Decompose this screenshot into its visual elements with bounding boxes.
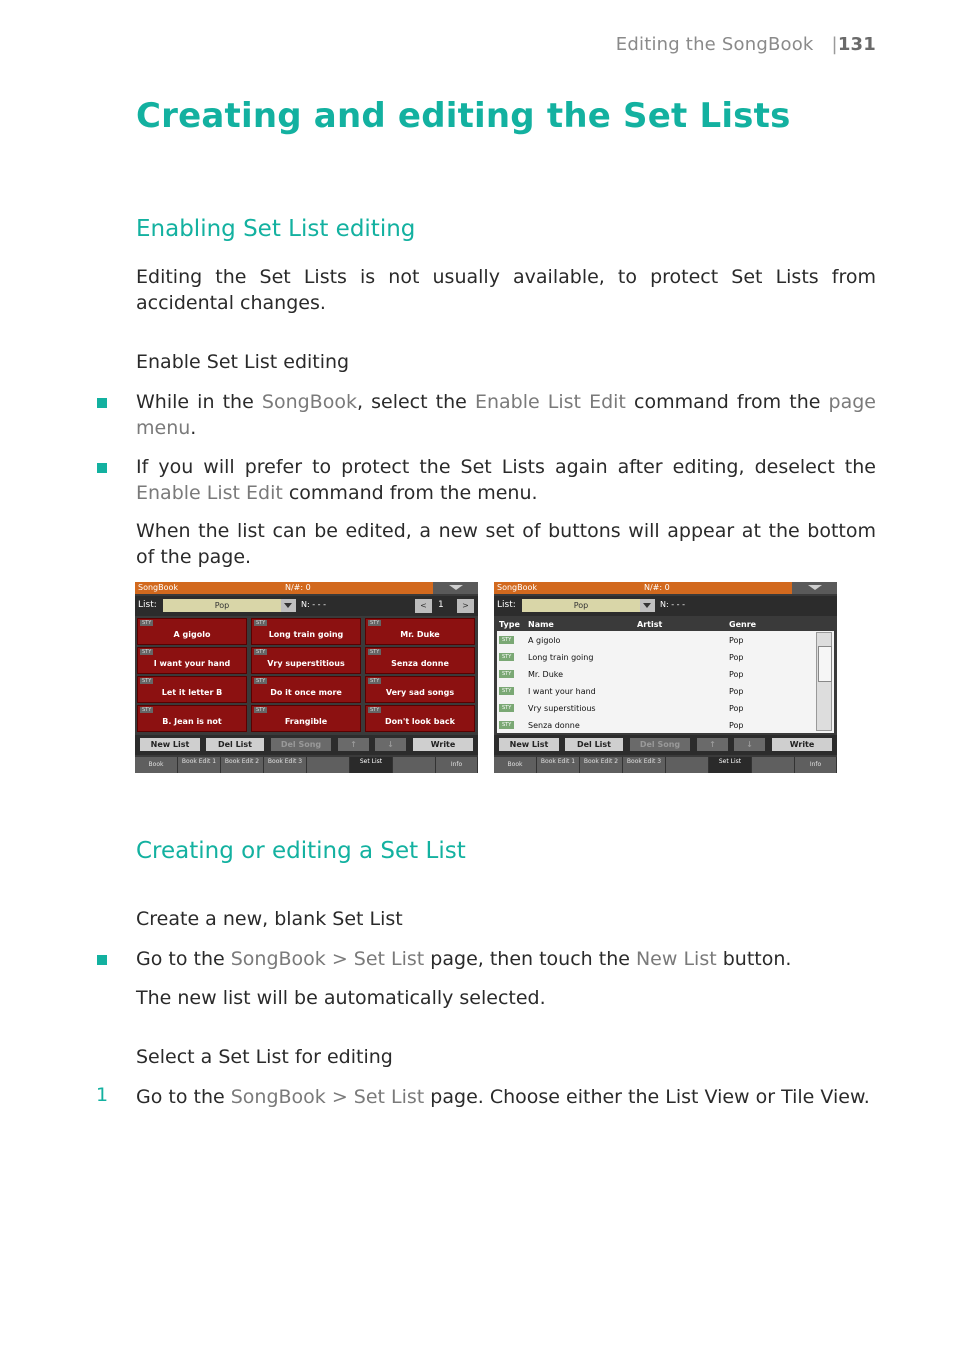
tab-info[interactable]: Info [436,757,478,773]
song-genre: Pop [729,687,744,696]
style-badge: STY [499,721,514,729]
tab-bar [135,757,478,773]
screen-titlebar [135,582,478,594]
scrollbar[interactable] [816,632,832,731]
text: Go to the [136,948,231,970]
scrollbar-thumb[interactable] [818,646,832,682]
song-tile[interactable] [365,676,475,703]
tile-label: A gigolo [173,630,211,639]
song-genre: Pop [729,670,744,679]
column-genre: Genre [729,620,757,629]
table-row[interactable] [497,683,815,700]
text: button. [716,948,792,970]
tile-label: Let it letter B [161,688,223,697]
bullet-item-new-list [136,946,876,972]
song-tile[interactable] [251,647,361,674]
list-selector-row [494,596,837,616]
table-row[interactable] [497,632,815,649]
style-badge: STY [142,620,152,626]
page-title: Creating and editing the Set Lists [136,96,791,136]
screenshot-tile-view [135,582,478,773]
song-name: I want your hand [528,687,596,696]
bullet-marker [97,463,107,473]
write-button[interactable]: Write [772,738,832,751]
next-page-button[interactable]: > [457,599,474,613]
tab-book-edit-2[interactable]: Book Edit 2 [221,757,264,773]
style-badge: STY [499,653,514,661]
tile-label: Don't look back [385,717,455,726]
table-row[interactable] [497,649,815,666]
ui-ref-enable-list-edit: Enable List Edit [474,391,626,413]
list-selector-row [135,596,478,616]
song-name: A gigolo [528,636,561,645]
song-list-view [497,619,834,733]
style-badge: STY [499,704,514,712]
song-tile[interactable] [137,618,247,645]
prev-page-button[interactable]: < [415,599,432,613]
list-header [497,619,834,631]
section-heading-enabling: Enabling Set List editing [136,216,416,242]
screen-app-name: SongBook [138,583,179,592]
table-row[interactable] [497,700,815,717]
tab-book[interactable]: Book [494,757,537,773]
list-select[interactable]: Pop [163,599,281,612]
tile-label: I want your hand [153,659,231,668]
list-select[interactable]: Pop [522,599,640,612]
table-row[interactable] [497,717,815,734]
style-badge: STY [499,687,514,695]
subheading-enable: Enable Set List editing [136,351,350,373]
style-badge: STY [370,620,380,626]
subheading-create-new: Create a new, blank Set List [136,908,403,930]
tile-label: Vry superstitious [267,659,345,668]
song-tile[interactable] [365,618,475,645]
list-count: N: - - - [660,600,685,609]
style-badge: STY [256,707,266,713]
new-list-button[interactable]: New List [499,738,559,751]
song-tile[interactable] [251,618,361,645]
edit-button-row [494,735,837,755]
song-name: Vry superstitious [528,704,596,713]
page-menu-icon[interactable] [433,582,478,594]
screen-titlebar [494,582,837,594]
tab-bar [494,757,837,773]
step-number: 1 [96,1084,109,1106]
tab-book-edit-1[interactable]: Book Edit 1 [178,757,221,773]
song-tile[interactable] [251,676,361,703]
tab-book-edit-2[interactable]: Book Edit 2 [580,757,623,773]
ui-ref-new-list: New List [635,948,717,970]
list-label: List: [497,600,516,610]
text: Go to the [136,1086,231,1108]
column-artist: Artist [637,620,663,629]
note-auto-selected: The new list will be automatically selected. [136,987,546,1009]
write-button[interactable]: Write [413,738,473,751]
song-tile[interactable] [365,705,475,732]
tab-empty [666,757,709,773]
del-list-button[interactable]: Del List [206,738,264,751]
bullet-marker [97,398,107,408]
step-1 [136,1084,896,1110]
edit-button-row [135,735,478,755]
tab-empty [307,757,350,773]
tile-label: Do it once more [270,688,342,697]
page-number: 131 [837,34,876,55]
tile-label: Senza donne [391,659,449,668]
tab-book[interactable]: Book [135,757,178,773]
move-down-button[interactable]: ↓ [375,738,406,751]
tile-label: B. Jean is not [162,717,222,726]
column-name: Name [528,620,554,629]
tile-label: Frangible [284,717,328,726]
tile-label: Mr. Duke [400,630,440,639]
note-paragraph: When the list can be edited, a new set of buttons will appear at the bottom of the page. [136,520,876,568]
tab-book-edit-3[interactable]: Book Edit 3 [264,757,307,773]
style-badge: STY [370,707,380,713]
style-badge: STY [499,670,514,678]
text: page, then touch the [424,948,636,970]
ui-ref-songbook: SongBook [261,391,357,413]
tab-set-list[interactable]: Set List [350,757,393,773]
ui-ref-page-menu: page menu [136,391,876,439]
del-song-button[interactable]: Del Song [271,738,331,751]
tile-label: Very sad songs [385,688,455,697]
header-separator: | [831,34,838,55]
song-genre: Pop [729,704,744,713]
song-genre: Pop [729,653,744,662]
chevron-down-icon[interactable] [281,599,296,612]
column-type: Type [499,620,520,629]
style-badge: STY [370,649,380,655]
tab-set-list[interactable]: Set List [709,757,752,773]
style-badge: STY [142,678,152,684]
move-up-button[interactable]: ↑ [338,738,369,751]
text: While in the [136,391,262,413]
text: If you will prefer to protect the Set Lists again after editing, deselect the [136,456,876,478]
running-header [616,34,876,55]
tile-label: Long train going [268,630,344,639]
ui-ref-set-list-page: SongBook > Set List [230,948,425,970]
tab-info[interactable]: Info [795,757,837,773]
screen-number: N/#: 0 [644,583,670,592]
page-indicator: 1 [438,600,444,610]
style-badge: STY [256,678,266,684]
style-badge: STY [499,636,514,644]
style-badge: STY [256,620,266,626]
list-label: List: [138,600,157,610]
subheading-select-list: Select a Set List for editing [136,1046,393,1068]
move-down-button[interactable]: ↓ [734,738,765,751]
screen-app-name: SongBook [497,583,538,592]
text: , select the [356,391,475,413]
del-song-button[interactable]: Del Song [630,738,690,751]
text: page. Choose either the List View or Tile View. [424,1086,870,1108]
tab-book-edit-3[interactable]: Book Edit 3 [623,757,666,773]
song-name: Mr. Duke [528,670,564,679]
bullet-item-2 [136,454,876,506]
song-tile[interactable] [137,705,247,732]
chevron-down-icon[interactable] [640,599,655,612]
tab-empty [752,757,795,773]
section-heading-creating: Creating or editing a Set List [136,838,466,864]
screenshot-list-view [494,582,837,773]
style-badge: STY [370,678,380,684]
bullet-item-1 [136,389,876,441]
song-tile[interactable] [365,647,475,674]
move-up-button[interactable]: ↑ [697,738,728,751]
list-count: N: - - - [301,600,326,609]
song-tile[interactable] [137,676,247,703]
text: command from the [625,391,829,413]
tab-empty [393,757,436,773]
style-badge: STY [142,707,152,713]
text: command from the menu. [282,482,538,504]
new-list-button[interactable]: New List [140,738,200,751]
tab-book-edit-1[interactable]: Book Edit 1 [537,757,580,773]
screen-number: N/#: 0 [285,583,311,592]
page-menu-icon[interactable] [792,582,837,594]
ui-ref-set-list-page: SongBook > Set List [230,1086,425,1108]
ui-ref-enable-list-edit: Enable List Edit [136,482,283,504]
running-header-section: Editing the SongBook [615,34,814,55]
del-list-button[interactable]: Del List [565,738,623,751]
song-genre: Pop [729,721,744,730]
table-row[interactable] [497,666,815,683]
style-badge: STY [142,649,152,655]
song-genre: Pop [729,636,744,645]
bullet-marker [97,955,107,965]
song-name: Long train going [528,653,594,662]
text: . [190,417,197,439]
song-name: Senza donne [528,721,580,730]
intro-paragraph: Editing the Set Lists is not usually available, to protect Set Lists from accidental changes. [136,266,876,314]
song-tile[interactable] [251,705,361,732]
song-tile[interactable] [137,647,247,674]
style-badge: STY [256,649,266,655]
